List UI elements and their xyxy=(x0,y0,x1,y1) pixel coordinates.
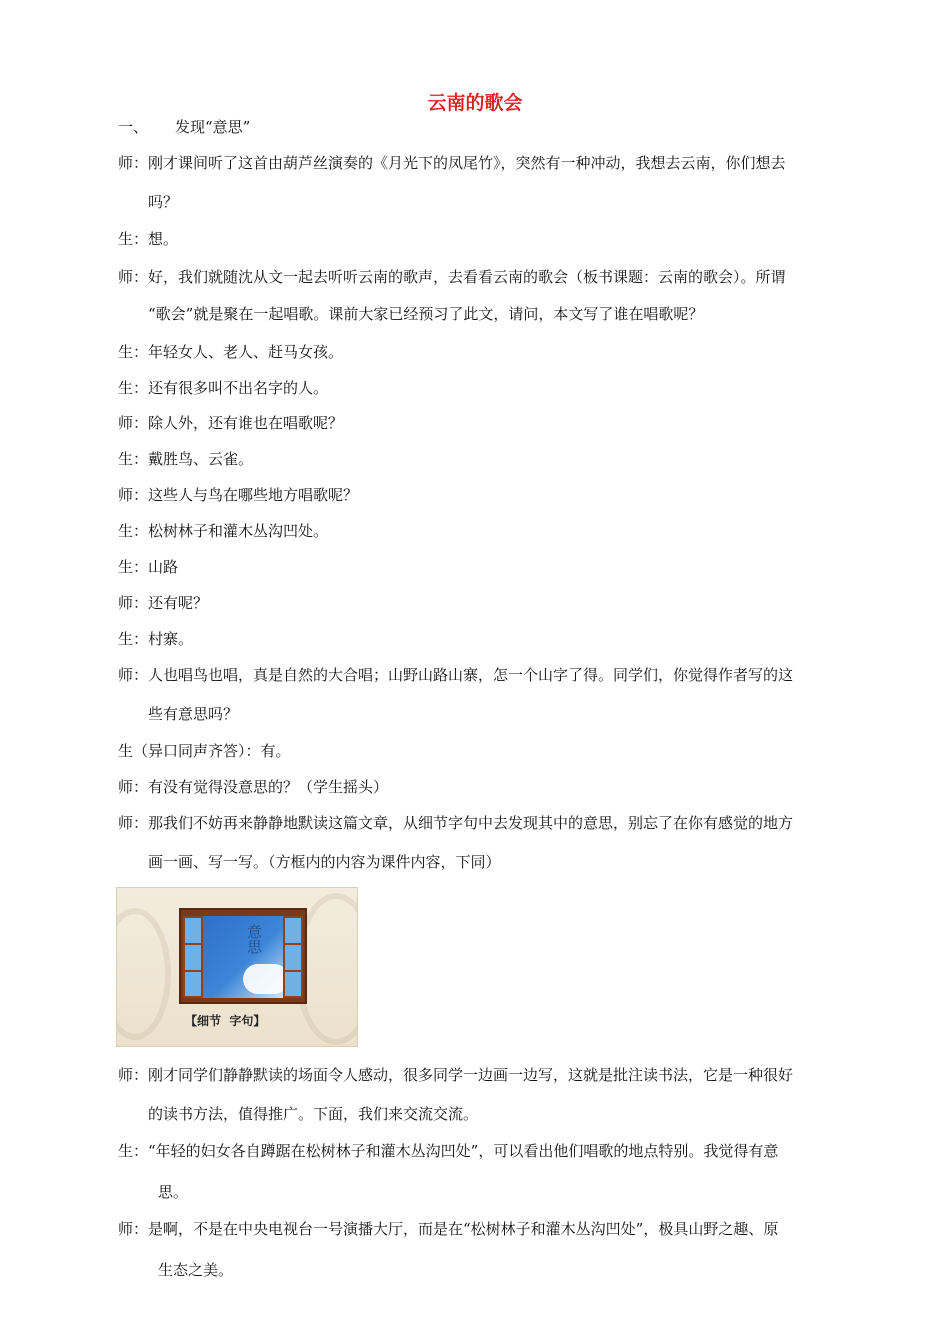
dialogue-line: 师：是啊，不是在中央电视台一号演播大厅，而是在“松树林子和灌木丛沟凹处”，极具山野之趣、原 xyxy=(118,1220,779,1238)
dialogue-line: 师：有没有觉得没意思的？（学生摇头） xyxy=(118,778,389,796)
window-pane-right xyxy=(283,916,303,998)
slide-vertical-text: 意思 xyxy=(245,924,263,954)
decorative-swirl xyxy=(116,908,171,1040)
section-heading: 发现“意思” xyxy=(175,118,251,136)
dialogue-line: 生：想。 xyxy=(118,230,179,248)
document-title: 云南的歌会 xyxy=(427,92,523,114)
dialogue-line: 生：松树林子和灌木丛沟凹处。 xyxy=(118,522,329,540)
dialogue-line-continued: 生态之美。 xyxy=(158,1261,234,1279)
dialogue-line: 师：还有呢？ xyxy=(118,594,209,612)
dialogue-line: 师：刚才课间听了这首由葫芦丝演奏的《月光下的凤尾竹》，突然有一种冲动，我想去云南，你们想去 xyxy=(118,154,786,172)
window-frame xyxy=(179,908,307,1004)
dialogue-line-continued: 的读书方法，值得推广。下面，我们来交流交流。 xyxy=(148,1105,479,1123)
dialogue-line: 生：还有很多叫不出名字的人。 xyxy=(118,379,329,397)
dialogue-line: 师：那我们不妨再来静静地默读这篇文章，从细节字句中去发现其中的意思，别忘了在你有感觉的地方 xyxy=(118,814,794,832)
window-pane-left xyxy=(183,916,203,998)
dialogue-line: 师：刚才同学们静静默读的场面令人感动，很多同学一边画一边写，这就是批注读书法，它是一种很好 xyxy=(118,1066,794,1084)
dialogue-line: 师：除人外，还有谁也在唱歌呢？ xyxy=(118,414,344,432)
dialogue-line: 生：年轻女人、老人、赶马女孩。 xyxy=(118,343,344,361)
dialogue-line-continued: 思。 xyxy=(158,1183,189,1201)
dialogue-line-continued: 画一画、写一写。（方框内的内容为课件内容，下同） xyxy=(148,853,501,871)
dialogue-line: 师：好，我们就随沈从文一起去听听云南的歌声，去看看云南的歌会（板书课题：云南的歌会）。所谓 xyxy=(118,268,786,286)
dialogue-line-continued: “歌会”就是聚在一起唱歌。课前大家已经预习了此文，请问，本文写了谁在唱歌呢？ xyxy=(148,305,704,323)
dialogue-line: 生：山路 xyxy=(118,558,179,576)
dialogue-line-continued: 些有意思吗？ xyxy=(148,705,239,723)
section-number: 一、 xyxy=(118,118,149,136)
slide-caption: 【细节 字句】 xyxy=(185,1014,266,1028)
dialogue-line: 师：人也唱鸟也唱，真是自然的大合唱；山野山路山寨，怎一个山字了得。同学们，你觉得作者写的这 xyxy=(118,666,794,684)
dialogue-line: 师：这些人与鸟在哪些地方唱歌呢？ xyxy=(118,486,359,504)
dialogue-line: 生：“年轻的妇女各自蹲踞在松树林子和灌木丛沟凹处”，可以看出他们唱歌的地点特别。我觉得有意 xyxy=(118,1142,779,1160)
dialogue-line: 生（异口同声齐答）：有。 xyxy=(118,742,291,760)
dialogue-line-continued: 吗？ xyxy=(148,193,179,211)
dialogue-line: 生：戴胜鸟、云雀。 xyxy=(118,450,254,468)
dialogue-line: 生：村寨。 xyxy=(118,630,194,648)
courseware-slide-image xyxy=(116,887,358,1047)
